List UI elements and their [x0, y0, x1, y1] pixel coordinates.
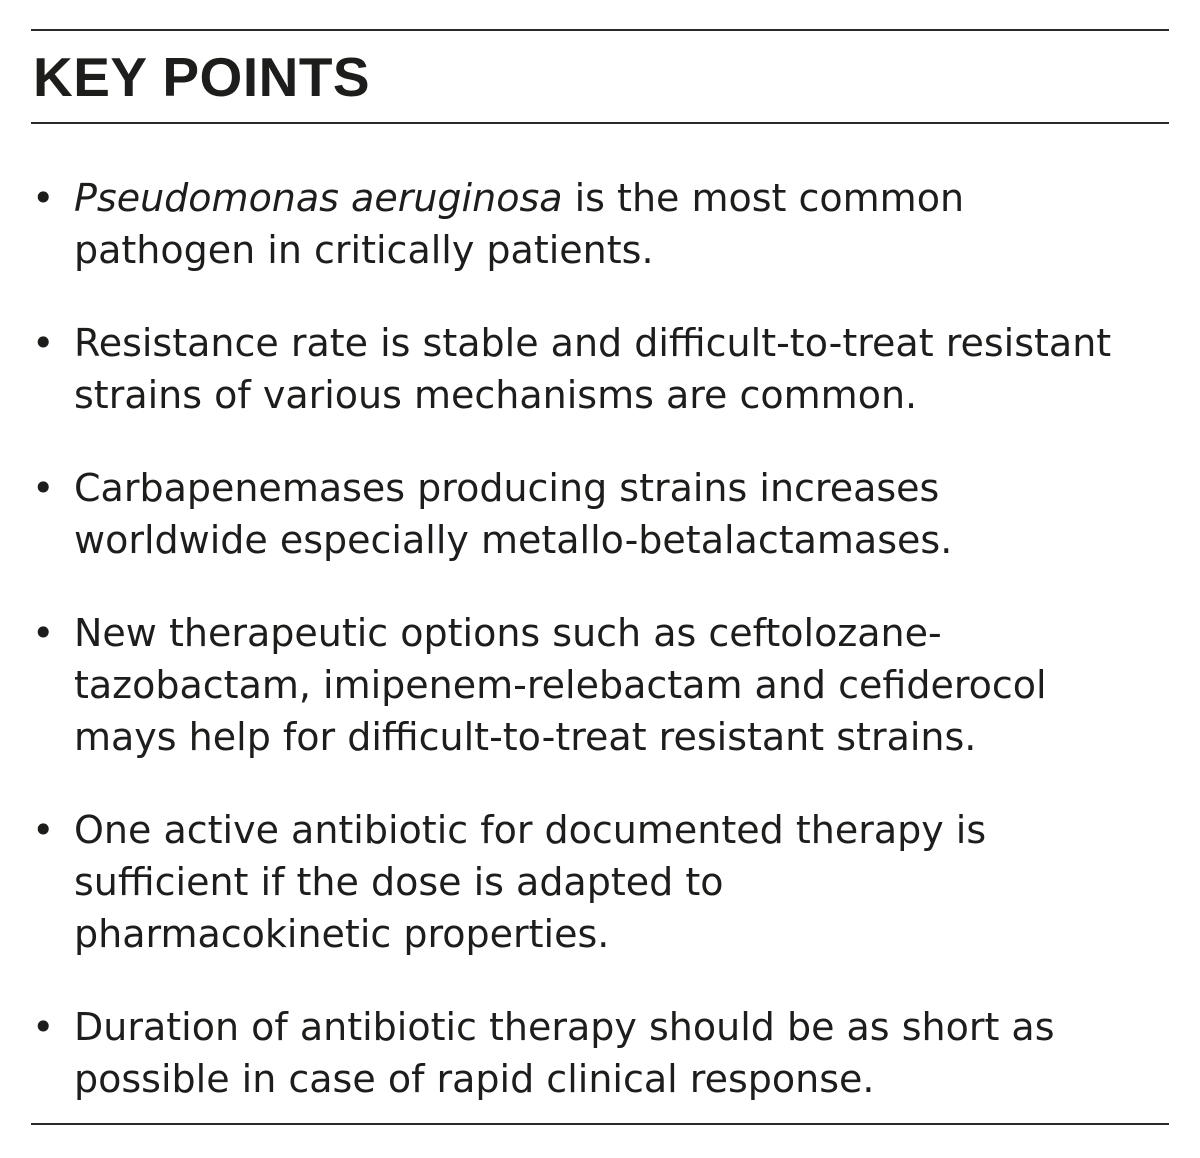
bullet-icon: •	[32, 176, 55, 220]
key-point-line: tazobactam, imipenem-relebactam and cefiderocol	[74, 663, 1047, 707]
bullet-icon: •	[32, 466, 55, 510]
key-point-line: sufficient if the dose is adapted to	[74, 860, 724, 904]
top-rule	[31, 29, 1169, 31]
key-point-line: pathogen in critically patients.	[74, 228, 654, 272]
key-point-line: New therapeutic options such as ceftolozane-	[74, 611, 942, 655]
key-points-list	[30, 172, 1150, 1105]
bullet-icon: •	[32, 611, 55, 655]
key-point-line: One active antibiotic for documented therapy is	[74, 808, 987, 852]
title-underline-rule	[31, 122, 1169, 124]
key-point-line: pharmacokinetic properties.	[74, 912, 610, 956]
key-point-line: Resistance rate is stable and difficult-to-treat resistant	[74, 321, 1112, 365]
bullet-icon: •	[32, 808, 55, 852]
key-point-2	[30, 317, 1150, 421]
key-point-5	[30, 804, 1150, 960]
section-title: KEY POINTS	[33, 46, 371, 108]
organism-name: Pseudomonas aeruginosa	[74, 176, 563, 220]
key-point-3	[30, 462, 1150, 566]
key-point-text: is the most common	[562, 176, 965, 220]
key-point-4	[30, 607, 1150, 763]
key-point-line	[74, 172, 1150, 224]
key-point-line: possible in case of rapid clinical response.	[74, 1057, 875, 1101]
bottom-rule	[31, 1123, 1169, 1125]
bullet-icon: •	[32, 1005, 55, 1049]
key-point-line: worldwide especially metallo-betalactamases.	[74, 518, 953, 562]
key-point-line: Duration of antibiotic therapy should be as short as	[74, 1005, 1055, 1049]
key-point-line: mays help for difficult-to-treat resistant strains.	[74, 715, 977, 759]
key-point-6	[30, 1001, 1150, 1105]
key-point-1	[30, 172, 1150, 276]
key-point-line: strains of various mechanisms are common.	[74, 373, 918, 417]
key-point-line: Carbapenemases producing strains increases	[74, 466, 940, 510]
bullet-icon: •	[32, 321, 55, 365]
